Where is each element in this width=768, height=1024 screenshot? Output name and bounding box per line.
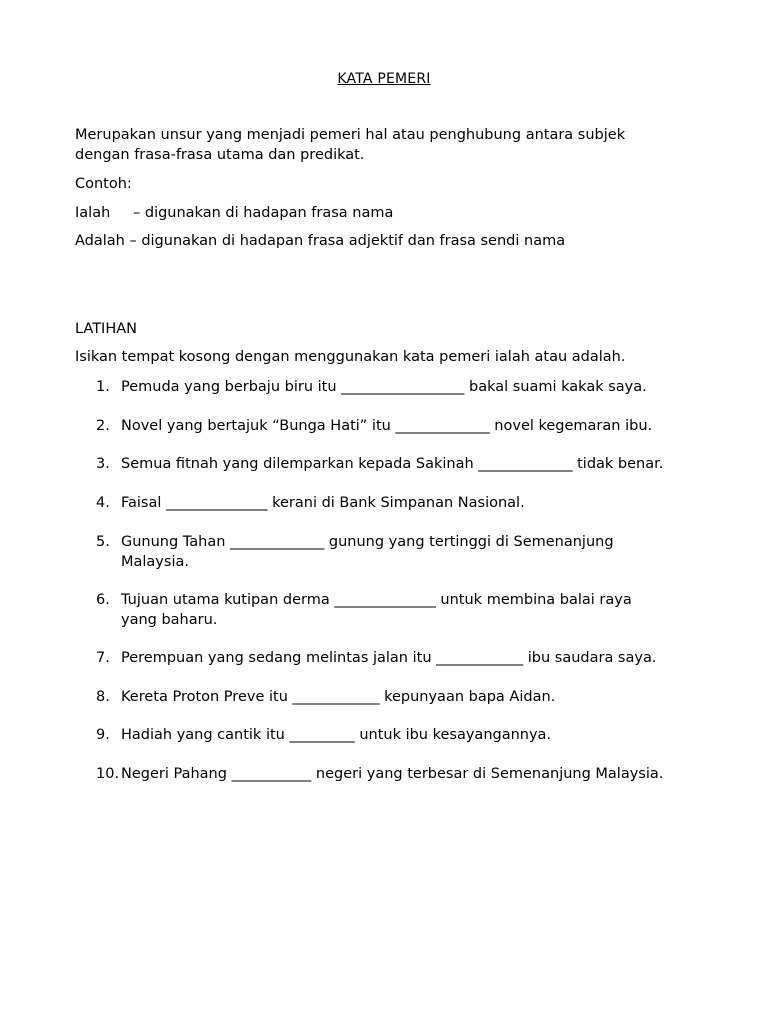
item-text: Hadiah yang cantik itu _________ untuk ibu kesayangannya. — [121, 727, 552, 743]
item-text: Tujuan utama kutipan derma ______________ untuk membina balai raya — [121, 592, 632, 608]
document-title: KATA PEMERI — [337, 71, 431, 87]
item-text: Faisal ______________ kerani di Bank Simpanan Nasional. — [121, 495, 525, 511]
item-number: 7. — [96, 650, 110, 666]
item-text: Gunung Tahan _____________ gunung yang tertinggi di Semenanjung — [121, 534, 614, 550]
item-text: Perempuan yang sedang melintas jalan itu ____________ ibu saudara saya. — [121, 650, 657, 666]
item-text-continued: Malaysia. — [121, 554, 189, 570]
item-number: 4. — [96, 495, 110, 511]
item-text: Kereta Proton Preve itu ____________ kepunyaan bapa Aidan. — [121, 689, 556, 705]
definition-term: Ialah — [75, 205, 111, 221]
item-text: Novel yang bertajuk “Bunga Hati” itu _____________ novel kegemaran ibu. — [121, 418, 653, 434]
item-number: 6. — [96, 592, 110, 608]
intro-line-1: Merupakan unsur yang menjadi pemeri hal atau penghubung antara subjek — [75, 127, 626, 143]
intro-line-2: dengan frasa-frasa utama dan predikat. — [75, 147, 365, 163]
item-number: 2. — [96, 418, 110, 434]
item-text-continued: yang baharu. — [121, 612, 218, 628]
exercise-instruction: Isikan tempat kosong dengan menggunakan kata pemeri ialah atau adalah. — [75, 349, 626, 365]
definition-ialah — [75, 203, 393, 223]
item-number: 5. — [96, 534, 110, 550]
definition-adalah — [75, 231, 565, 251]
exercise-heading: LATIHAN — [75, 321, 138, 337]
item-text: Negeri Pahang ___________ negeri yang terbesar di Semenanjung Malaysia. — [121, 766, 664, 782]
item-number: 3. — [96, 456, 110, 472]
item-text: Pemuda yang berbaju biru itu _________________ bakal suami kakak saya. — [121, 379, 647, 395]
definition-desc: – digunakan di hadapan frasa nama — [133, 205, 394, 221]
item-number: 10. — [96, 766, 120, 782]
item-number: 9. — [96, 727, 110, 743]
item-text: Semua fitnah yang dilemparkan kepada Sakinah _____________ tidak benar. — [121, 456, 664, 472]
definition-desc: – digunakan di hadapan frasa adjektif dan frasa sendi nama — [129, 233, 566, 249]
item-number: 1. — [96, 379, 110, 395]
example-label: Contoh: — [75, 176, 132, 192]
item-number: 8. — [96, 689, 110, 705]
definition-term: Adalah — [75, 233, 125, 249]
